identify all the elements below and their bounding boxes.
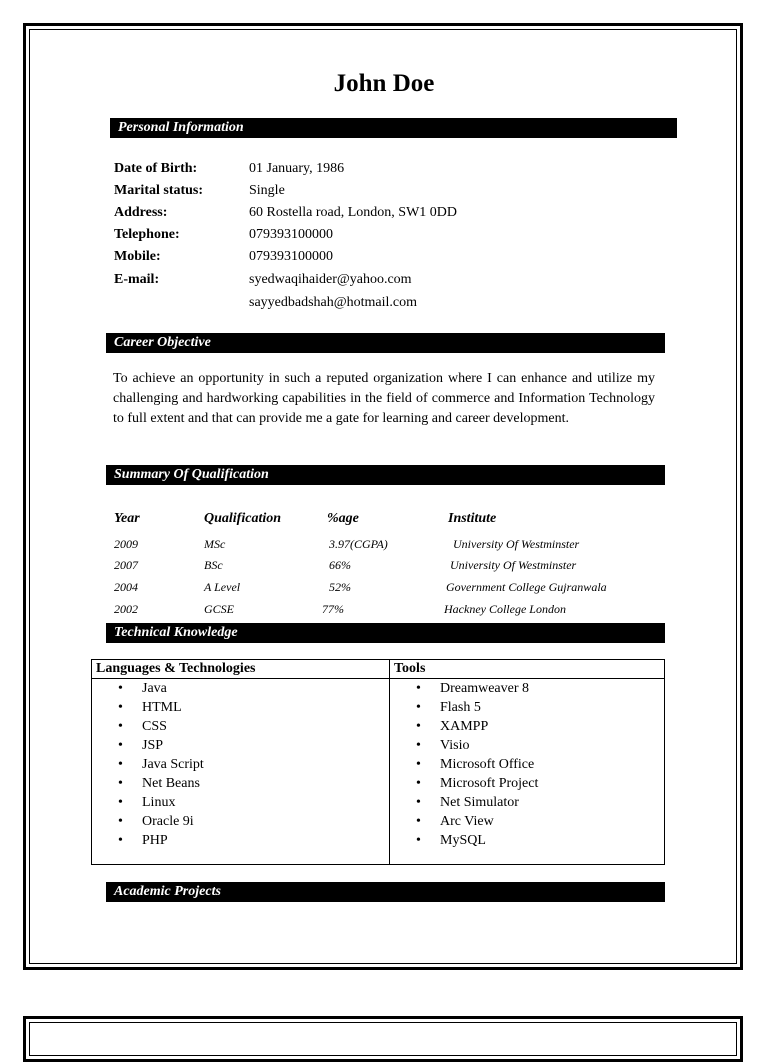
qual-row-1-percentage: 3.97(CGPA) bbox=[329, 537, 388, 551]
section-technical-knowledge: Technical Knowledge bbox=[106, 623, 665, 643]
technical-knowledge-table bbox=[91, 659, 665, 865]
email-value-1: syedwaqihaider@yahoo.com bbox=[249, 272, 412, 287]
list-item: • Microsoft Project bbox=[440, 774, 664, 793]
tools-list bbox=[390, 679, 664, 850]
section-academic-projects: Academic Projects bbox=[106, 882, 665, 902]
languages-header: Languages & Technologies bbox=[92, 660, 390, 679]
address-value: 60 Rostella road, London, SW1 0DD bbox=[249, 205, 458, 220]
qual-row-4-percentage: 77% bbox=[322, 602, 344, 616]
resume-name: John Doe bbox=[333, 70, 435, 97]
qual-row-1-qualification: MSc bbox=[204, 537, 226, 551]
tools-header: Tools bbox=[390, 660, 665, 679]
qual-row-3-percentage: 52% bbox=[329, 580, 351, 594]
marital-value: Single bbox=[249, 183, 285, 198]
section-summary-of-qualification: Summary Of Qualification bbox=[106, 465, 665, 485]
qual-row-3-institute: Government College Gujranwala bbox=[446, 580, 607, 594]
email-label: E-mail: bbox=[114, 272, 160, 287]
list-item: • Net Simulator bbox=[440, 793, 664, 812]
qual-row-1-year: 2009 bbox=[114, 537, 138, 551]
list-item: • Net Beans bbox=[142, 774, 389, 793]
list-item: • Java bbox=[142, 679, 389, 698]
next-page-inner-border bbox=[29, 1022, 737, 1056]
qual-row-2-institute: University Of Westminster bbox=[450, 558, 577, 572]
qual-row-4-year: 2002 bbox=[114, 602, 138, 616]
qual-row-4-qualification: GCSE bbox=[204, 602, 234, 616]
languages-cell bbox=[92, 679, 390, 865]
qual-header-percentage: %age bbox=[327, 511, 359, 526]
dob-label: Date of Birth: bbox=[114, 161, 198, 176]
tools-cell bbox=[390, 679, 665, 865]
section-personal-information: Personal Information bbox=[110, 118, 677, 138]
list-item: • Dreamweaver 8 bbox=[440, 679, 664, 698]
list-item: • JSP bbox=[142, 736, 389, 755]
qual-row-2-qualification: BSc bbox=[204, 558, 223, 572]
qual-header-qualification: Qualification bbox=[204, 511, 282, 526]
qual-row-3-qualification: A Level bbox=[204, 580, 241, 594]
list-item: • Java Script bbox=[142, 755, 389, 774]
list-item: • Visio bbox=[440, 736, 664, 755]
mobile-label: Mobile: bbox=[114, 249, 161, 264]
list-item: • HTML bbox=[142, 698, 389, 717]
next-page bbox=[23, 1016, 743, 1062]
list-item: • Oracle 9i bbox=[142, 812, 389, 831]
list-item: • Arc View bbox=[440, 812, 664, 831]
marital-label: Marital status: bbox=[114, 183, 204, 198]
qual-row-2-percentage: 66% bbox=[329, 558, 351, 572]
mobile-value: 079393100000 bbox=[249, 249, 333, 264]
list-item: • XAMPP bbox=[440, 717, 664, 736]
email-value-2: sayyedbadshah@hotmail.com bbox=[249, 295, 418, 310]
dob-value: 01 January, 1986 bbox=[249, 161, 345, 176]
list-item: • CSS bbox=[142, 717, 389, 736]
qual-row-1-institute: University Of Westminster bbox=[453, 537, 580, 551]
list-item: • Linux bbox=[142, 793, 389, 812]
list-item: • PHP bbox=[142, 831, 389, 850]
list-item: • MySQL bbox=[440, 831, 664, 850]
languages-list bbox=[92, 679, 389, 850]
section-career-objective: Career Objective bbox=[106, 333, 665, 353]
address-label: Address: bbox=[114, 205, 168, 220]
qual-header-year: Year bbox=[114, 511, 140, 526]
career-objective-text: To achieve an opportunity in such a reputed organization where I can enhance and utilize my challenging and hardworking capabilities in the field of commerce and Information Technology to full extent and that can provide me a gate for learning and career development. bbox=[113, 371, 655, 426]
telephone-label: Telephone: bbox=[114, 227, 180, 242]
qual-row-4-institute: Hackney College London bbox=[444, 602, 566, 616]
qual-header-institute: Institute bbox=[448, 511, 497, 526]
qual-row-3-year: 2004 bbox=[114, 580, 138, 594]
list-item: • Flash 5 bbox=[440, 698, 664, 717]
telephone-value: 079393100000 bbox=[249, 227, 333, 242]
list-item: • Microsoft Office bbox=[440, 755, 664, 774]
qual-row-2-year: 2007 bbox=[114, 558, 138, 572]
